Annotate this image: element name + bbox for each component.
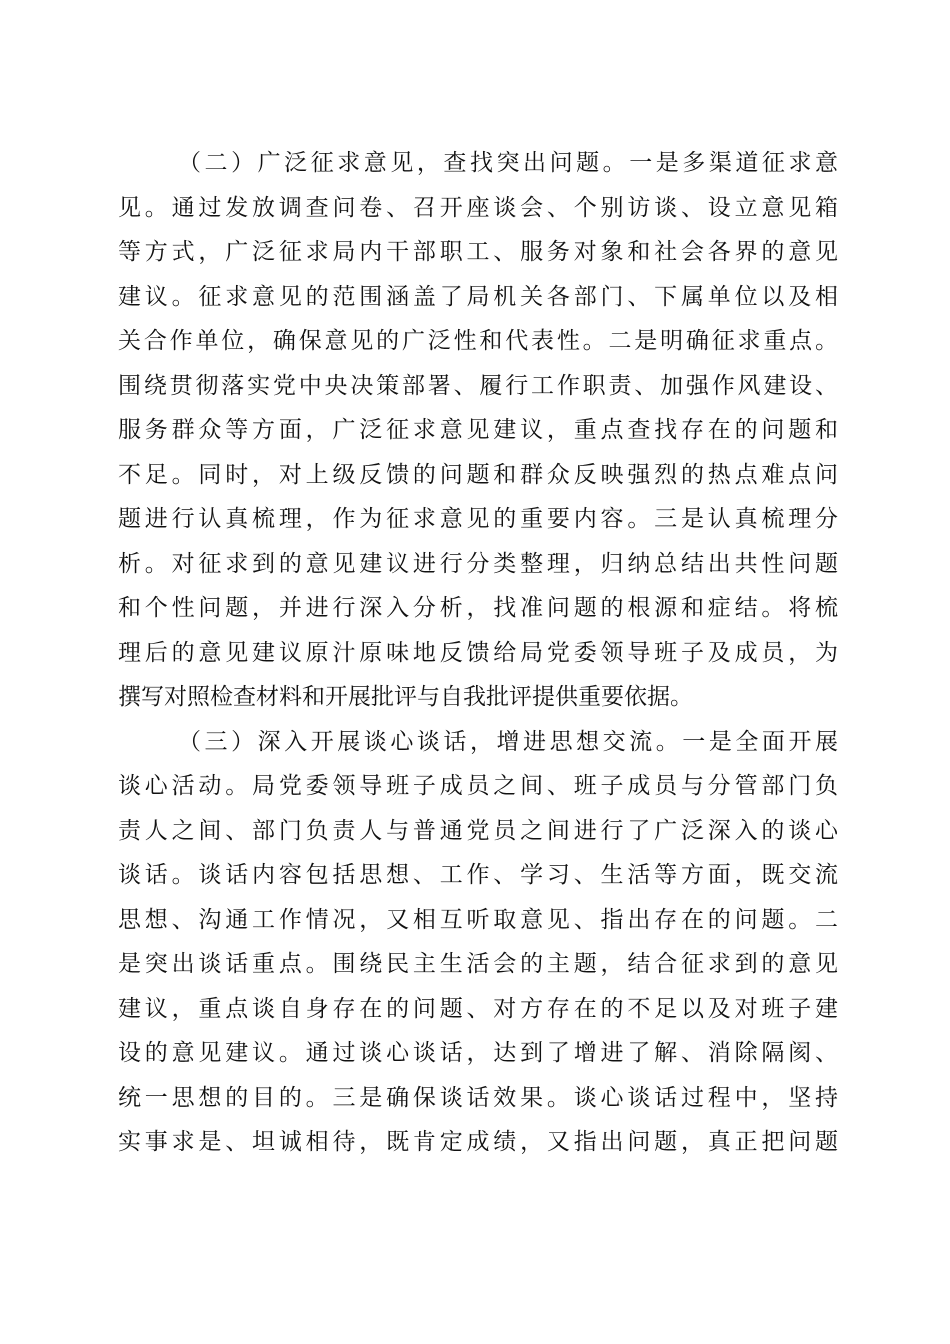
text-line: 统一思想的目的。三是确保谈话效果。谈心谈话过程中，坚持 [118, 1084, 838, 1111]
text-line: 思想、沟通工作情况，又相互听取意见、指出存在的问题。二 [118, 906, 838, 933]
text-line: 是突出谈话重点。围绕民主生活会的主题，结合征求到的意见 [118, 951, 838, 977]
text-line: 围绕贯彻落实党中央决策部署、履行工作职责、加强作风建设、 [118, 372, 838, 399]
text-line: 建议。征求意见的范围涵盖了局机关各部门、下属单位以及相 [118, 283, 838, 310]
text-line: 设的意见建议。通过谈心谈话，达到了增进了解、消除隔阂、 [118, 1040, 838, 1066]
paragraph-3-heading-line: （三）深入开展谈心谈话，增进思想交流。一是全面开展 [178, 728, 838, 755]
text-line: 撰写对照检查材料和开展批评与自我批评提供重要依据。 [118, 684, 693, 710]
text-line: 责人之间、部门负责人与普通党员之间进行了广泛深入的谈心 [118, 817, 838, 844]
text-line: 见。通过发放调查问卷、召开座谈会、个别访谈、设立意见箱 [118, 194, 838, 221]
text-line: 等方式，广泛征求局内干部职工、服务对象和社会各界的意见 [118, 239, 838, 265]
body-text [118, 141, 838, 1165]
text-line: 和个性问题，并进行深入分析，找准问题的根源和症结。将梳 [118, 595, 838, 621]
text-line: 建议，重点谈自身存在的问题、对方存在的不足以及对班子建 [118, 995, 838, 1022]
text-line: 不足。同时，对上级反馈的问题和群众反映强烈的热点难点问 [118, 461, 838, 488]
text-line: 谈话。谈话内容包括思想、工作、学习、生活等方面，既交流 [118, 862, 838, 888]
text-line: 析。对征求到的意见建议进行分类整理，归纳总结出共性问题 [118, 550, 838, 577]
text-line: 谈心活动。局党委领导班子成员之间、班子成员与分管部门负 [118, 773, 838, 799]
text-line: 服务群众等方面，广泛征求意见建议，重点查找存在的问题和 [118, 417, 838, 443]
text-line: 实事求是、坦诚相待，既肯定成绩，又指出问题，真正把问题 [118, 1129, 838, 1155]
text-line: 关合作单位，确保意见的广泛性和代表性。二是明确征求重点。 [118, 328, 838, 354]
text-line: 题进行认真梳理，作为征求意见的重要内容。三是认真梳理分 [118, 506, 838, 532]
paragraph-2-heading-line: （二）广泛征求意见，查找突出问题。一是多渠道征求意 [178, 150, 838, 176]
text-line: 理后的意见建议原汁原味地反馈给局党委领导班子及成员，为 [118, 639, 838, 666]
